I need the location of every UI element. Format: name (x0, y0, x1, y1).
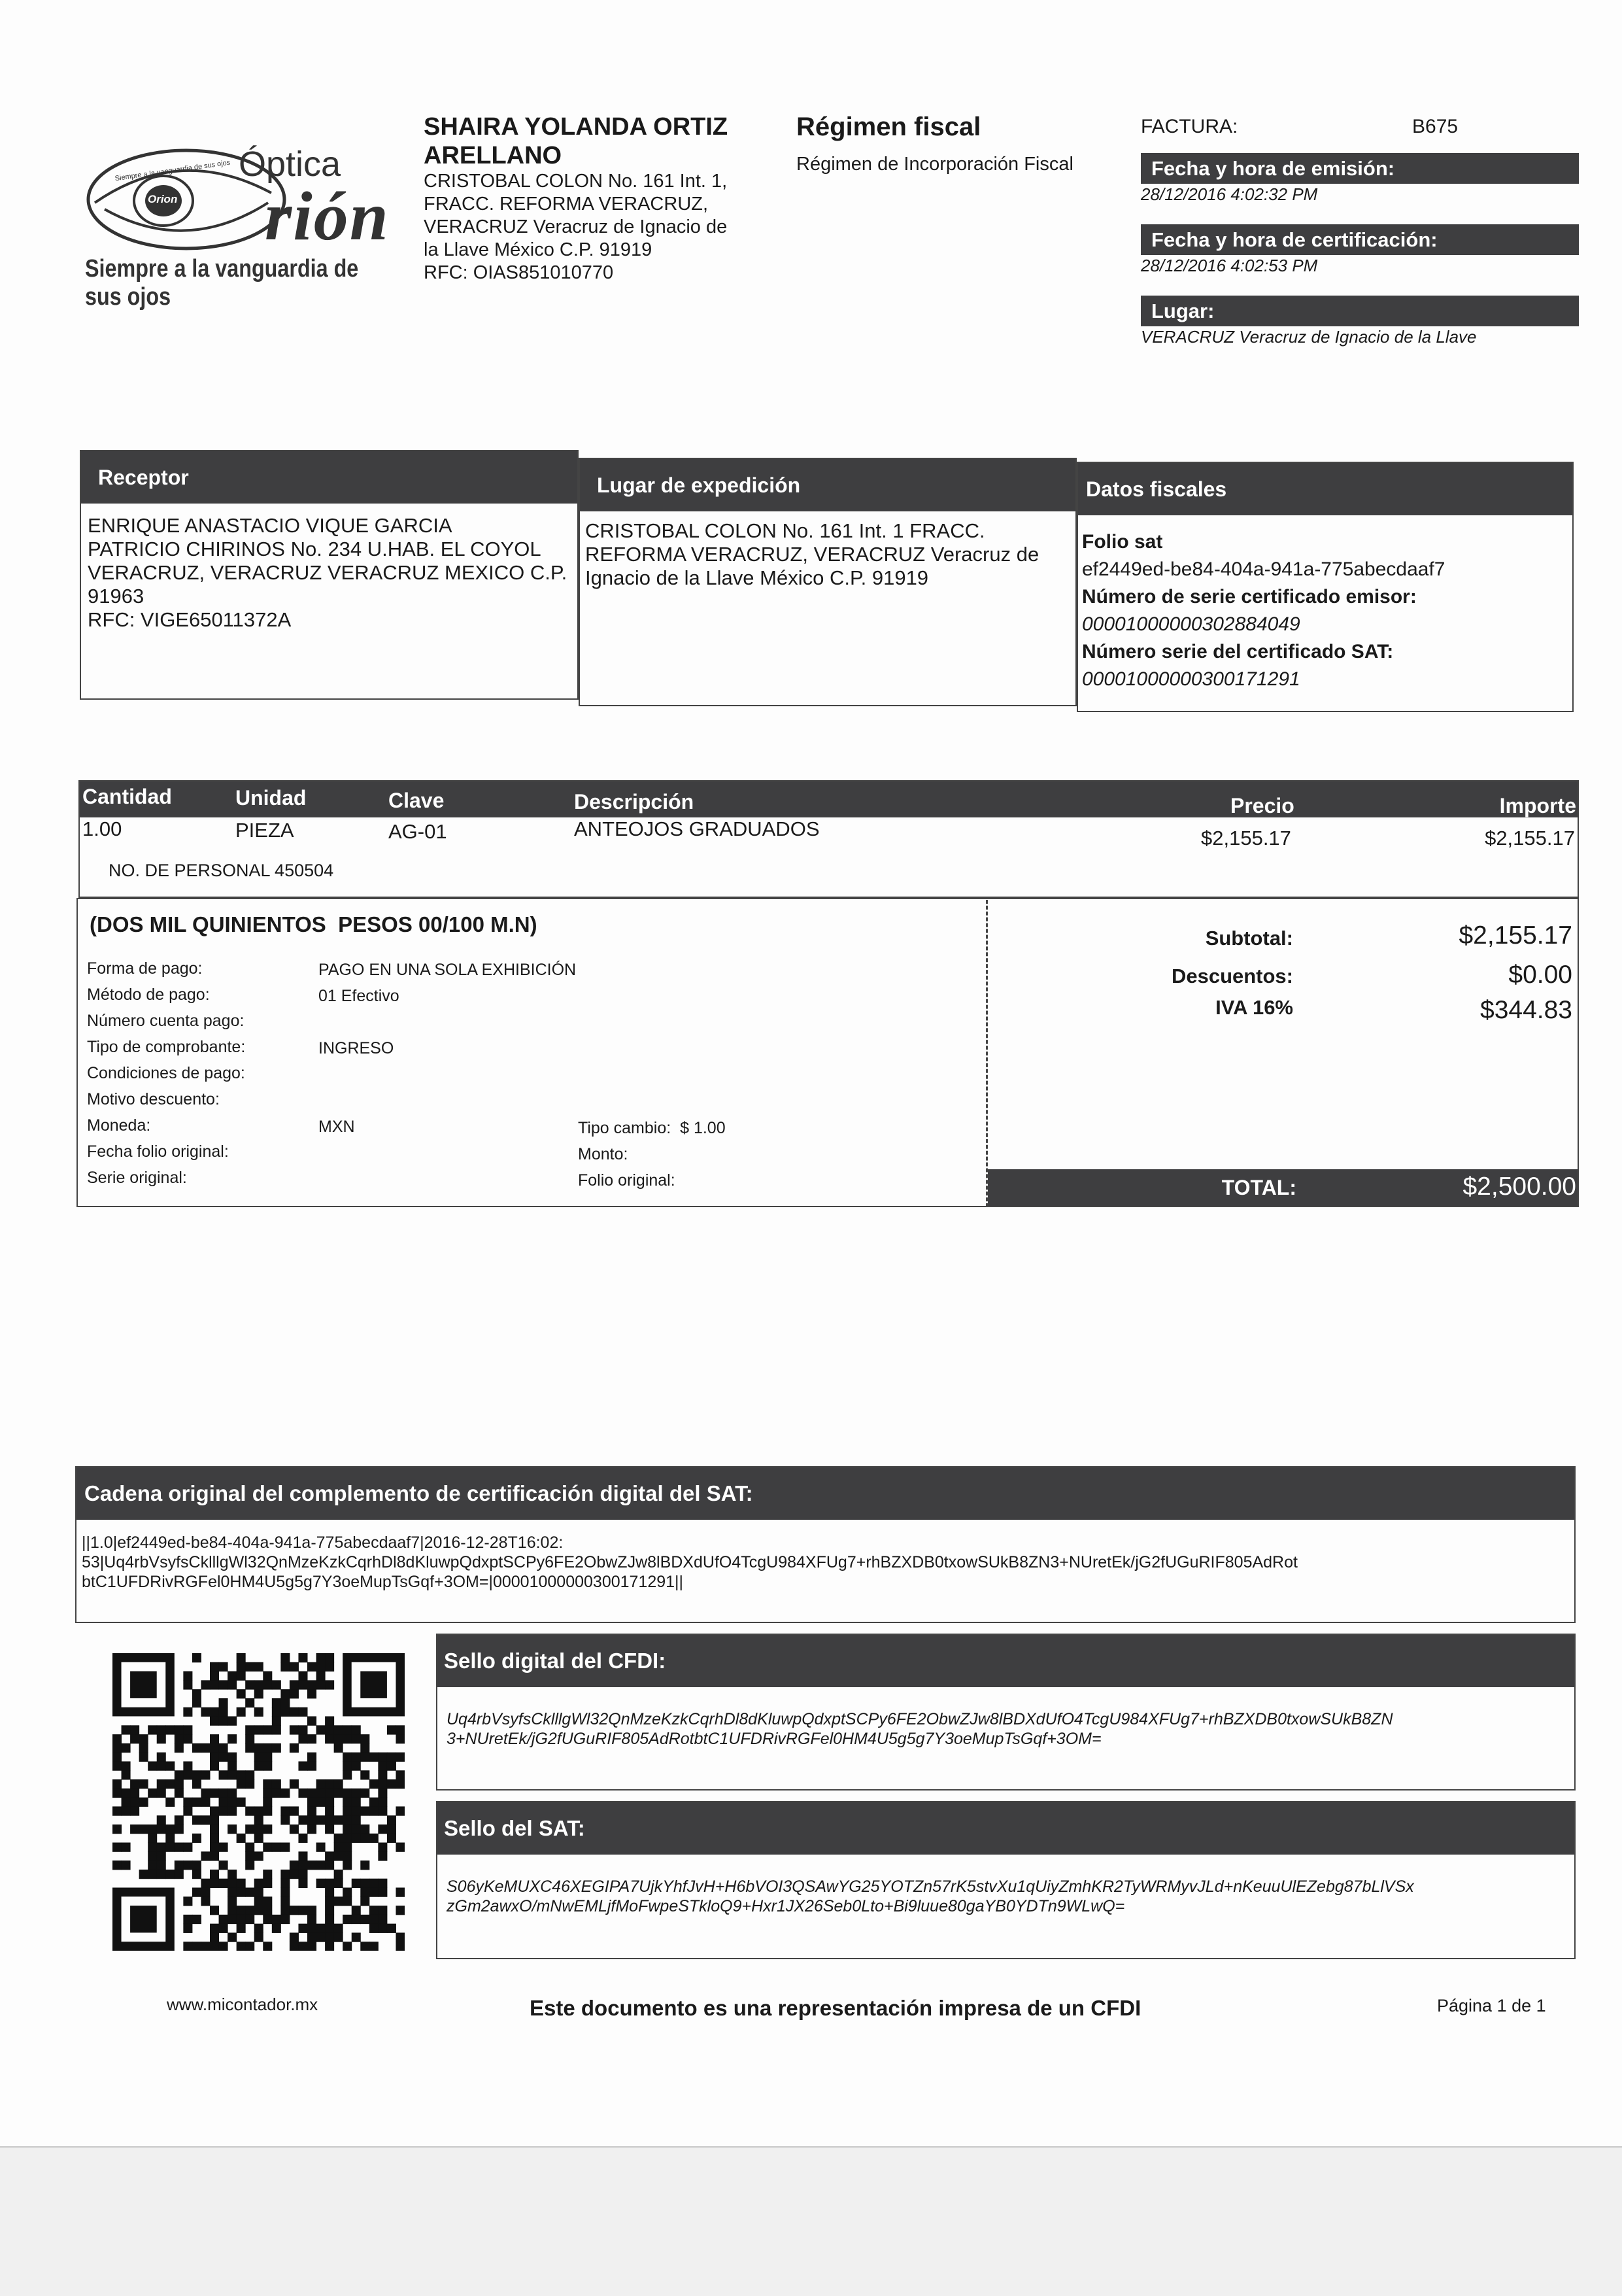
invoice-label: FACTURA: (1141, 116, 1238, 137)
sello-sat-text (437, 1855, 1574, 1916)
total-bar (988, 1169, 1578, 1206)
expedicion-line1: CRISTOBAL COLON No. 161 Int. 1 FRACC. (585, 519, 985, 542)
issuer-rfc: RFC: OIAS851010770 (424, 262, 614, 283)
sello-sat-line2: zGm2awxO/mNwEMLjfMoFwpeSTkloQ9+Hxr1JX26Seb0Lto+Bi9luue80gaYB0YDTn9WLwQ= (447, 1897, 1125, 1915)
tipo-cambio-value: $ 1.00 (680, 1119, 726, 1137)
fiscales-header: Datos fiscales (1078, 463, 1572, 515)
expedicion-details (580, 511, 1075, 590)
emision-header: Fecha y hora de emisión: (1141, 153, 1579, 184)
regimen-value: Régimen de Incorporación Fiscal (796, 154, 1073, 175)
issuer-address (424, 170, 790, 284)
serie-original-label: Serie original: (87, 1169, 187, 1187)
fiscales-details (1078, 515, 1572, 693)
scan-bottom-margin (0, 2146, 1622, 2296)
tipo-comprobante-value: INGRESO (318, 1039, 394, 1057)
footer-site: www.micontador.mx (167, 1995, 318, 2014)
fiscales-box (1077, 462, 1574, 712)
forma-pago-value: PAGO EN UNA SOLA EXHIBICIÓN (318, 961, 577, 979)
cadena-line3: btC1UFDRivRGFel0HM4U5g5g7Y3oeMupTsGqf+3OM=|00001000000300171291|| (82, 1573, 684, 1591)
subtotal-value: $2,155.17 (1459, 921, 1572, 950)
payment-values (318, 957, 576, 1140)
issuer-name (424, 112, 790, 170)
sello-sat-header: Sello del SAT: (437, 1802, 1574, 1855)
issuer-address-line1: CRISTOBAL COLON No. 161 Int. 1, (424, 171, 728, 192)
motivo-descuento-label: Motivo descuento: (87, 1090, 220, 1108)
logo-arc-text: Siempre a la vanguardia de sus ojos (114, 158, 231, 183)
invoice-number: B675 (1412, 116, 1459, 137)
col-descripcion: Descripción (574, 790, 694, 814)
serie-emisor-value: 00001000000302884049 (1082, 613, 1300, 635)
descuentos-label: Descuentos: (1171, 965, 1293, 987)
payment-labels (87, 955, 245, 1191)
footer-page: Página 1 de 1 (1437, 1996, 1546, 2015)
sello-cfdi-box (436, 1634, 1576, 1791)
serie-sat-label: Número serie del certificado SAT: (1082, 641, 1394, 662)
cadena-box (75, 1466, 1576, 1623)
receptor-details (81, 504, 577, 632)
expedicion-box (579, 458, 1077, 706)
serie-sat-value: 00001000000300171291 (1082, 668, 1300, 690)
cell-importe: $2,155.17 (1485, 827, 1575, 849)
logo-brand-main: rión (265, 178, 390, 254)
iva-value: $344.83 (1480, 996, 1572, 1024)
sello-sat-box (436, 1801, 1576, 1959)
issuer-name-line1: SHAIRA YOLANDA ORTIZ (424, 113, 728, 141)
issuer-address-line2: FRACC. REFORMA VERACRUZ, (424, 194, 709, 214)
cell-precio: $2,155.17 (1201, 827, 1291, 849)
receptor-header: Receptor (81, 451, 577, 504)
receptor-box (80, 450, 579, 700)
col-importe: Importe (1499, 794, 1576, 817)
fecha-folio-original-label: Fecha folio original: (87, 1142, 229, 1161)
qr-code (112, 1653, 405, 1951)
sello-cfdi-text (437, 1687, 1574, 1749)
sello-cfdi-line2: 3+NUretEk/jG2fUGuRIF805AdRotbtC1UFDRivRGFel0HM4U5g5g7Y3oeMupTsGqf+3OM= (447, 1730, 1102, 1748)
issuer-address-line3: VERACRUZ Veracruz de Ignacio de (424, 216, 728, 237)
cell-clave: AG-01 (388, 820, 447, 843)
folio-sat-value: ef2449ed-be84-404a-941a-775abecdaaf7 (1082, 558, 1445, 580)
issuer-name-line2: ARELLANO (424, 142, 562, 169)
items-header-row (80, 781, 1578, 817)
tipo-cambio-label: Tipo cambio: (578, 1119, 671, 1137)
cell-unidad: PIEZA (235, 819, 294, 842)
cadena-line1: ||1.0|ef2449ed-be84-404a-941a-775abecdaaf7|2016-12-28T16:02: (82, 1534, 564, 1552)
serie-emisor-label: Número de serie certificado emisor: (1082, 586, 1417, 608)
cadena-line2: 53|Uq4rbVsyfsCklllgWl32QnMzeKzkCqrhDl8dKluwpQdxptSCPy6FE2ObwZJw8lBDXdUfO4TcgU984XFUg7+rhBZXDB0txowSUkB8ZN3+NUretEk/jG2fUGuRIF805AdRot (82, 1553, 1298, 1571)
iva-label: IVA 16% (1215, 996, 1293, 1019)
moneda-label: Moneda: (87, 1116, 151, 1135)
col-cantidad: Cantidad (82, 785, 172, 808)
items-table (78, 780, 1579, 898)
expedicion-header: Lugar de expedición (580, 459, 1075, 511)
certificacion-header: Fecha y hora de certificación: (1141, 224, 1579, 255)
descuentos-value: $0.00 (1508, 961, 1572, 989)
table-row (80, 817, 1578, 857)
total-label: TOTAL: (1221, 1176, 1296, 1199)
sello-cfdi-header: Sello digital del CFDI: (437, 1635, 1574, 1687)
subtotal-label: Subtotal: (1205, 927, 1293, 950)
logo-tagline: Siempre a la vanguardia de sus ojos (85, 255, 359, 311)
receptor-address-line1: PATRICIO CHIRINOS No. 234 U.HAB. EL COYOL (88, 538, 541, 560)
receptor-rfc: RFC: VIGE65011372A (88, 608, 292, 631)
receptor-address-line3: 91963 (88, 585, 144, 608)
cadena-header: Cadena original del complemento de certificación digital del SAT: (76, 1467, 1574, 1520)
total-value: $2,500.00 (1462, 1173, 1576, 1201)
forma-pago-label: Forma de pago: (87, 959, 203, 978)
payment-box (76, 898, 988, 1207)
sello-sat-line1: S06yKeMUXC46XEGIPA7UjkYhfJvH+H6bVOI3QSAwYG25YOTZn57rK5stvXu1qUiyZmhKR2TyWRMyvJLd+nKeuuUlEZebg87bLlVSx (447, 1877, 1414, 1896)
lugar-value: VERACRUZ Veracruz de Ignacio de la Llave (1141, 327, 1477, 347)
issuer-address-line4: la Llave México C.P. 91919 (424, 239, 652, 260)
items-note: NO. DE PERSONAL 450504 (109, 861, 334, 880)
folio-original-label: Folio original: (578, 1171, 675, 1190)
logo-brand-top: Óptica (239, 145, 341, 184)
metodo-pago-label: Método de pago: (87, 985, 210, 1004)
issuer-block (424, 112, 790, 284)
cuenta-pago-label: Número cuenta pago: (87, 1012, 245, 1030)
logo-eye-text: Orion (148, 193, 178, 205)
cell-descripcion: ANTEOJOS GRADUADOS (574, 817, 820, 840)
company-logo (82, 141, 412, 311)
condiciones-pago-label: Condiciones de pago: (87, 1064, 245, 1082)
certificacion-value: 28/12/2016 4:02:53 PM (1141, 256, 1318, 275)
col-unidad: Unidad (235, 786, 307, 810)
cadena-text (76, 1520, 1574, 1592)
amount-in-words: (DOS MIL QUINIENTOS PESOS 00/100 M.N) (90, 912, 537, 936)
receptor-address-line2: VERACRUZ, VERACRUZ VERACRUZ MEXICO C.P. (88, 561, 567, 584)
emision-value: 28/12/2016 4:02:32 PM (1141, 184, 1318, 204)
regimen-title: Régimen fiscal (796, 112, 981, 141)
col-clave: Clave (388, 789, 445, 812)
exchange-block (578, 1115, 726, 1193)
folio-sat-label: Folio sat (1082, 531, 1163, 553)
lugar-header: Lugar: (1141, 296, 1579, 326)
metodo-pago-value: 01 Efectivo (318, 987, 399, 1005)
tipo-comprobante-label: Tipo de comprobante: (87, 1038, 246, 1056)
expedicion-line2: REFORMA VERACRUZ, VERACRUZ Veracruz de (585, 543, 1039, 566)
moneda-value: MXN (318, 1118, 355, 1136)
monto-label: Monto: (578, 1145, 628, 1163)
expedicion-line3: Ignacio de la Llave México C.P. 91919 (585, 566, 929, 589)
cell-cantidad: 1.00 (82, 817, 122, 840)
col-precio: Precio (1230, 794, 1294, 817)
receptor-name: ENRIQUE ANASTACIO VIQUE GARCIA (88, 514, 452, 537)
sello-cfdi-line1: Uq4rbVsyfsCklllgWl32QnMzeKzkCqrhDl8dKluwpQdxptSCPy6FE2ObwZJw8lBDXdUfO4TcgU984XFUg7+rhBZXDB0txowSUkB8ZN (447, 1710, 1393, 1728)
footer-note: Este documento es una representación impresa de un CFDI (530, 1996, 1141, 2020)
totals-box (988, 898, 1579, 1207)
